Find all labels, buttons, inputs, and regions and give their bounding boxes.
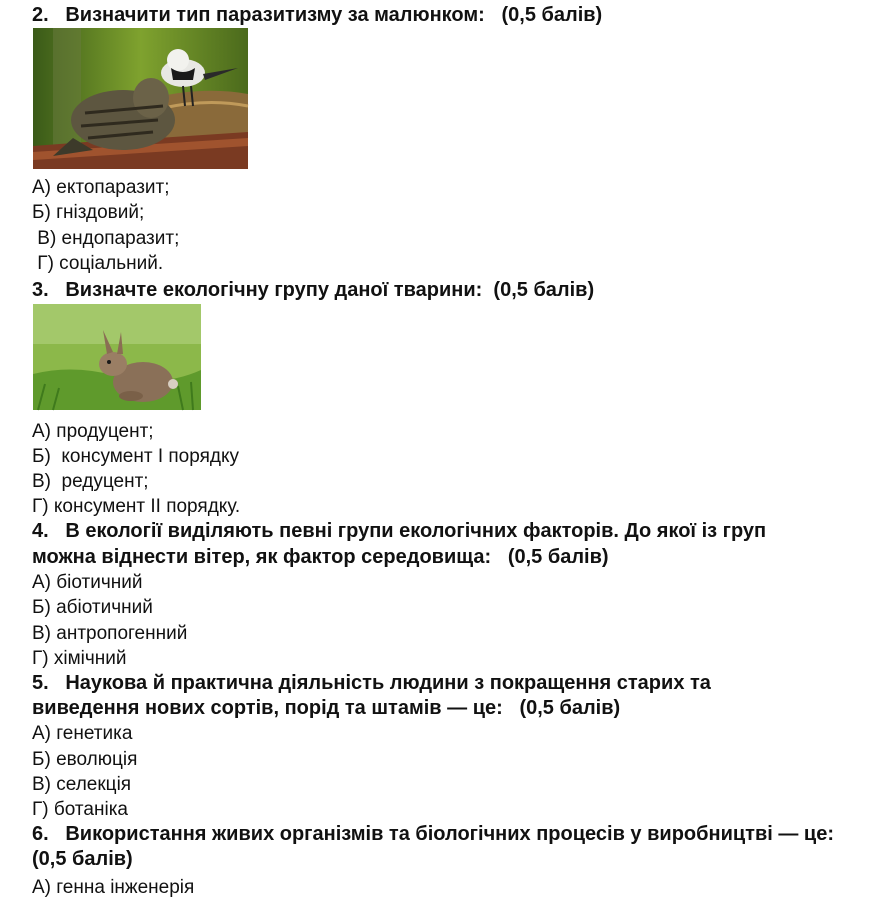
question-5-option-a: А) генетика (32, 723, 133, 744)
question-points: (0,5 балів) (519, 697, 621, 719)
question-text-line-1: Використання живих організмів та біологічних процесів у виробництві — це: (65, 823, 834, 845)
cut-off-option (0, 870, 879, 898)
question-text-line-2: виведення нових сортів, порід та штамів — це: (32, 697, 503, 719)
question-3-option-c: В) редуцент; (32, 471, 149, 492)
question-5-option-c: В) селекція (32, 774, 132, 795)
question-text: Визначити тип паразитизму за малюнком: (65, 4, 485, 26)
question-2-option-a: А) ектопаразит; (32, 177, 170, 198)
question-number: 5. (32, 672, 49, 694)
question-5-line-1 (32, 670, 711, 696)
question-2-option-d: Г) соціальний. (32, 253, 164, 274)
question-5-option-d: Г) ботаніка (32, 799, 128, 820)
question-2-heading (32, 2, 602, 28)
question-4-option-d: Г) хімічний (32, 648, 127, 669)
question-3-heading (32, 277, 594, 303)
question-4-option-c: В) антропогенний (32, 623, 188, 644)
question-3-option-b: Б) консумент І порядку (32, 446, 239, 467)
question-2-option-b: Б) гніздовий; (32, 202, 145, 223)
rabbit-photo (33, 304, 201, 410)
question-text-line-1: Наукова й практична діяльність людини з покращення старих та (65, 672, 711, 694)
question-number: 4. (32, 520, 49, 542)
question-text-line-2: можна віднести вітер, як фактор середовища: (32, 546, 492, 568)
question-6-line-1 (32, 821, 834, 847)
question-points: (0,5 балів) (507, 546, 609, 568)
question-points: (0,5 балів) (501, 4, 603, 26)
rabbit-in-grass-image (33, 304, 201, 410)
question-4-option-a: А) біотичний (32, 572, 143, 593)
question-4-line-1 (32, 518, 766, 544)
question-points: (0,5 балів) (493, 279, 595, 301)
question-5-line-2 (32, 695, 620, 721)
question-4-option-b: Б) абіотичний (32, 597, 153, 618)
question-text: Визначте екологічну групу даної тварини: (65, 279, 483, 301)
question-6-line-2: (0,5 балів) (32, 848, 133, 870)
cuckoo-wagtail-photo (33, 28, 248, 169)
question-number: 6. (32, 823, 49, 845)
question-number: 3. (32, 279, 49, 301)
question-2-option-c: В) ендопаразит; (32, 228, 180, 249)
question-4-line-2 (32, 544, 609, 570)
question-6-option-a: А) генна інженерія (32, 877, 195, 898)
question-text-line-1: В екології виділяють певні групи екологічних факторів. До якої із груп (65, 520, 767, 542)
bird-nest-image (33, 28, 248, 169)
question-number: 2. (32, 4, 49, 26)
question-5-option-b: Б) еволюція (32, 749, 138, 770)
question-3-option-d: Г) консумент ІІ порядку. (32, 496, 241, 517)
question-3-option-a: А) продуцент; (32, 421, 154, 442)
